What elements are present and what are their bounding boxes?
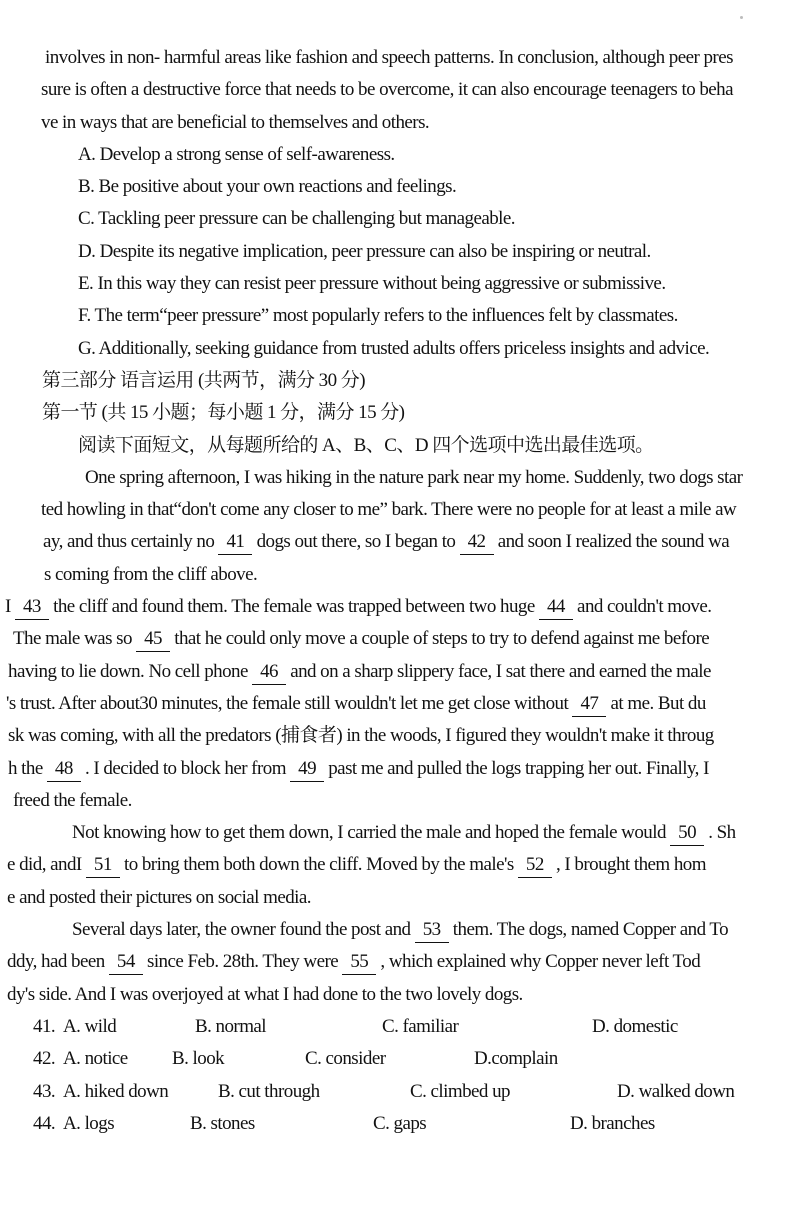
question-row-41 — [33, 1011, 800, 1043]
text-line: ve in ways that are beneficial to themselves and others. — [41, 111, 430, 133]
text-line: Several days later, the owner found the post and 53 them. The dogs, named Copper and To — [72, 914, 800, 946]
text-line: having to lie down. No cell phone 46 and on a sharp slippery face, I sat there and earned the male — [8, 656, 800, 688]
text-line: D. Despite its negative implication, peer pressure can also be inspiring or neutral. — [78, 240, 651, 262]
answer-option: C. climbed up — [410, 1080, 510, 1102]
text-line: Not knowing how to get them down, I carried the male and hoped the female would 50 . Sh — [72, 817, 800, 849]
answer-option: C. familiar — [382, 1015, 459, 1037]
text-line: B. Be positive about your own reactions and feelings. — [78, 176, 457, 198]
question-row-42 — [33, 1043, 800, 1075]
question-number: 42. — [33, 1048, 56, 1070]
answer-option: D. domestic — [592, 1015, 678, 1037]
text-line: G. Additionally, seeking guidance from trusted adults offers priceless insights and advice. — [78, 337, 710, 359]
cloze-blank-54: 54 — [109, 950, 143, 975]
cloze-blank-51: 51 — [86, 853, 120, 878]
answer-option: A. hiked down — [63, 1080, 169, 1102]
answer-option: B. stones — [190, 1112, 255, 1134]
text-line: e did, andI 51 to bring them both down the cliff. Moved by the male's 52 , I brought them hom — [7, 849, 800, 881]
cloze-blank-41: 41 — [218, 530, 252, 555]
text-line: freed the female. — [13, 789, 132, 811]
text-line: sk was coming, with all the predators (捕食者) in the woods, I figured they wouldn't make it throug — [8, 725, 714, 747]
cloze-blank-55: 55 — [342, 950, 376, 975]
text-line: 's trust. After about30 minutes, the female still wouldn't let me get close without 47 at me. But du — [6, 688, 800, 720]
cloze-blank-53: 53 — [415, 918, 449, 943]
text-line: 阅读下面短文，从每题所给的 A、B、C、D 四个选项中选出最佳选项。 — [78, 434, 654, 456]
text-line: A. Develop a strong sense of self-awareness. — [78, 143, 395, 165]
question-row-43 — [33, 1076, 800, 1108]
text-line: ddy, had been 54 since Feb. 28th. They were 55 , which explained why Copper never left Tod — [7, 946, 800, 978]
answer-option: B. normal — [195, 1015, 267, 1037]
answer-option: A. wild — [63, 1015, 117, 1037]
question-number: 43. — [33, 1080, 56, 1102]
text-line: ay, and thus certainly no 41 dogs out there, so I began to 42 and soon I realized the sound wa — [43, 526, 800, 558]
answer-option: D.complain — [474, 1048, 558, 1070]
text-line: 第一节 (共 15 小题；每小题 1 分，满分 15 分) — [42, 402, 405, 424]
answer-option: B. cut through — [218, 1080, 320, 1102]
question-number: 44. — [33, 1112, 56, 1134]
cloze-blank-47: 47 — [572, 692, 606, 717]
text-line: I 43 the cliff and found them. The female was trapped between two huge 44 and couldn't move. — [5, 591, 800, 623]
text-lines — [0, 42, 800, 1011]
answer-option: C. gaps — [373, 1112, 427, 1134]
answer-option: B. look — [172, 1048, 225, 1070]
cloze-blank-48: 48 — [47, 757, 81, 782]
text-line: ted howling in that“don't come any closer to me” bark. There were no people for at least a mile aw — [41, 499, 737, 521]
cloze-blank-43: 43 — [15, 595, 49, 620]
cloze-blank-42: 42 — [460, 530, 494, 555]
text-line: involves in non- harmful areas like fashion and speech patterns. In conclusion, although peer pres — [45, 47, 733, 68]
answer-option: D. branches — [570, 1112, 655, 1134]
answer-option: D. walked down — [617, 1080, 735, 1102]
text-line: F. The term“peer pressure” most popularly refers to the influences felt by classmates. — [78, 305, 678, 327]
text-line: dy's side. And I was overjoyed at what I had done to the two lovely dogs. — [7, 983, 523, 1005]
answer-option: A. logs — [63, 1112, 115, 1134]
cloze-blank-49: 49 — [290, 757, 324, 782]
answer-option: A. notice — [63, 1048, 128, 1070]
text-line: h the 48 . I decided to block her from 49 past me and pulled the logs trapping her out. Finally, I — [8, 753, 800, 785]
text-line: The male was so 45 that he could only move a couple of steps to try to defend against me before — [13, 623, 800, 655]
cloze-blank-45: 45 — [136, 627, 170, 652]
text-line: e and posted their pictures on social media. — [7, 886, 311, 908]
question-rows — [0, 1011, 800, 1140]
cloze-blank-44: 44 — [539, 595, 573, 620]
cloze-blank-50: 50 — [670, 821, 704, 846]
text-line: C. Tackling peer pressure can be challenging but manageable. — [78, 208, 515, 230]
question-number: 41. — [33, 1015, 56, 1037]
text-line: 第三部分 语言运用 (共两节，满分 30 分) — [42, 369, 366, 391]
scan-artifact-dot — [740, 16, 743, 19]
text-line: One spring afternoon, I was hiking in the nature park near my home. Suddenly, two dogs star — [85, 466, 743, 488]
text-line: sure is often a destructive force that needs to be overcome, it can also encourage teenagers to beha — [41, 79, 734, 101]
cloze-blank-46: 46 — [252, 660, 286, 685]
text-line: E. In this way they can resist peer pressure without being aggressive or submissive. — [78, 273, 666, 295]
answer-option: C. consider — [305, 1048, 386, 1070]
question-row-44 — [33, 1108, 800, 1140]
text-line: s coming from the cliff above. — [44, 563, 258, 585]
cloze-blank-52: 52 — [518, 853, 552, 878]
